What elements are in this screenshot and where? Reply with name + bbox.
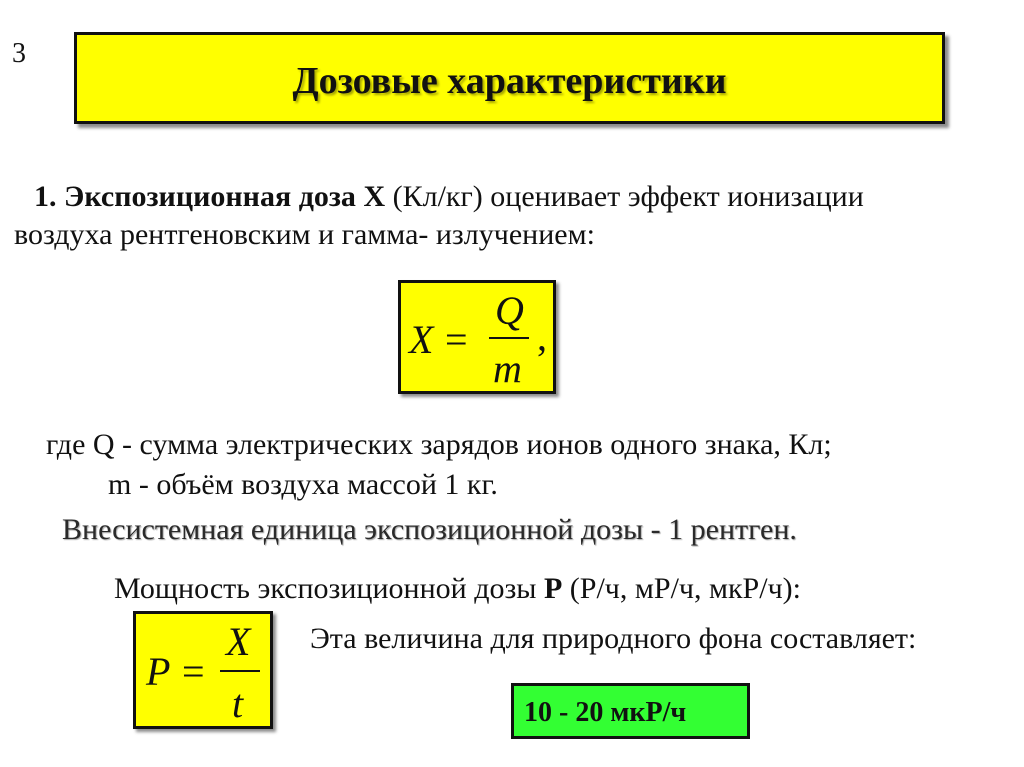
natural-background-note: Эта величина для природного фона составляет: [310, 622, 917, 655]
definition-m: m - объём воздуха массой 1 кг. [108, 468, 498, 501]
background-value-badge [511, 683, 750, 739]
non-system-unit-note: Внесистемная единица экспозиционной дозы - 1 рентген. [62, 513, 797, 546]
formula-exposure-dose [398, 280, 556, 394]
exposure-dose-line-1 [34, 178, 994, 216]
symbol-p: P [543, 572, 563, 605]
formula-p-lhs: P [146, 649, 171, 694]
formula-x-numerator: Q [495, 288, 524, 333]
power-units: (Р/ч, мР/ч, мкР/ч): [562, 572, 801, 605]
symbol-x: X [355, 180, 386, 213]
formula-x-denominator: m [493, 346, 522, 391]
formula-x-fraction-bar [489, 337, 529, 339]
formula-x-equals: = [445, 317, 468, 362]
slide-number: 3 [12, 38, 26, 69]
formula-x-lhs: X [409, 317, 434, 362]
definition-q: где Q - сумма электрических зарядов ионов одного знака, Кл; [46, 428, 832, 461]
formula-p-numerator: X [226, 619, 251, 664]
formula-p-denominator: t [232, 681, 244, 726]
term-exposure-dose: Экспозиционная доза [64, 180, 356, 213]
exposure-dose-line-2: воздуха рентгеновским и гамма- излучением: [14, 218, 595, 251]
formula-dose-rate [133, 611, 273, 729]
title-banner [74, 32, 945, 124]
power-prefix: Мощность экспозиционной дозы [114, 572, 544, 605]
background-value: 10 - 20 мкР/ч [524, 697, 687, 728]
formula-p-fraction-bar [220, 670, 260, 672]
exposure-dose-description: (Кл/кг) оценивает эффект ионизации [385, 180, 864, 213]
item-number: 1. [34, 180, 64, 213]
formula-x-comma: , [537, 314, 547, 359]
page-title: Дозовые характеристики [292, 60, 727, 102]
exposure-dose-rate [114, 570, 801, 608]
formula-p-equals: = [182, 649, 205, 694]
